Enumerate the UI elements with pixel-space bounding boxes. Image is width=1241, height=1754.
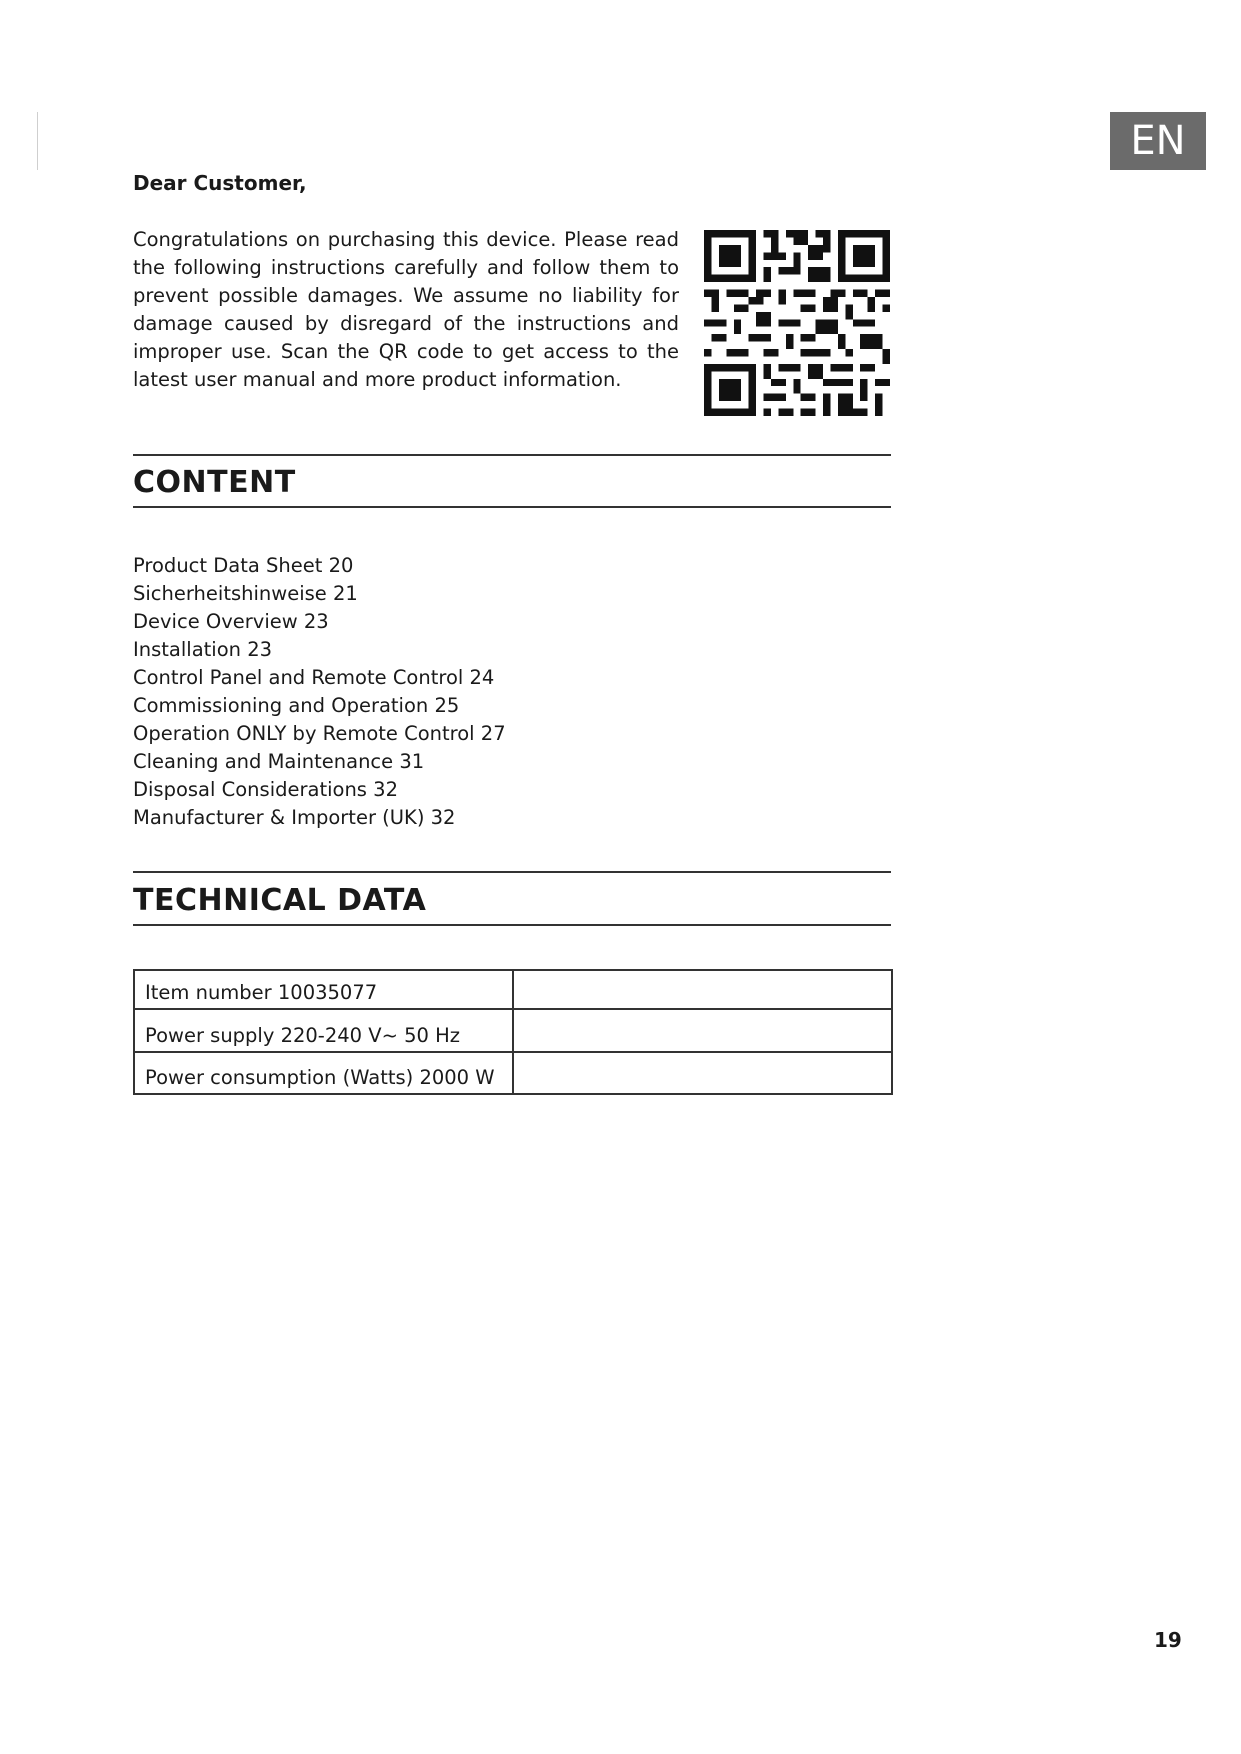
toc-item: Manufacturer & Importer (UK) 32	[133, 806, 456, 829]
content-heading: CONTENT	[133, 465, 296, 500]
table-row	[134, 1052, 892, 1094]
technical-data-table	[133, 969, 893, 1095]
toc-item: Device Overview 23	[133, 610, 329, 633]
technical-top-rule	[133, 871, 891, 873]
content-bottom-rule	[133, 506, 891, 508]
toc-item: Operation ONLY by Remote Control 27	[133, 722, 506, 745]
technical-heading: TECHNICAL DATA	[133, 883, 427, 918]
intro-paragraph: Congratulations on purchasing this device. Please read the following instructions carefully and follow them to prevent possible damages. We assume no liability for damage caused by disregard of the instructions and improper use. Scan the QR code to get access to the latest user manual and more product information.	[133, 228, 679, 391]
technical-bottom-rule	[133, 924, 891, 926]
toc-item: Cleaning and Maintenance 31	[133, 750, 425, 773]
language-badge: EN	[1110, 112, 1206, 170]
greeting: Dear Customer,	[133, 171, 307, 195]
page-number: 19	[1154, 1628, 1182, 1652]
table-row	[134, 1009, 892, 1052]
table-cell-label: Power supply 220-240 V~ 50 Hz	[134, 1009, 513, 1052]
content-top-rule	[133, 454, 891, 456]
margin-line	[37, 112, 38, 170]
toc-item: Product Data Sheet 20	[133, 554, 354, 577]
toc-item: Sicherheitshinweise 21	[133, 582, 358, 605]
toc-item: Installation 23	[133, 638, 273, 661]
table-cell-value	[513, 970, 892, 1009]
table-of-contents	[133, 552, 506, 832]
table-cell-value	[513, 1052, 892, 1094]
table-row	[134, 970, 892, 1009]
table-cell-label: Power consumption (Watts) 2000 W	[134, 1052, 513, 1094]
qr-code-icon[interactable]	[704, 230, 890, 416]
toc-item: Control Panel and Remote Control 24	[133, 666, 495, 689]
table-cell-value	[513, 1009, 892, 1052]
table-cell-label: Item number 10035077	[134, 970, 513, 1009]
toc-item: Commissioning and Operation 25	[133, 694, 460, 717]
toc-item: Disposal Considerations 32	[133, 778, 398, 801]
